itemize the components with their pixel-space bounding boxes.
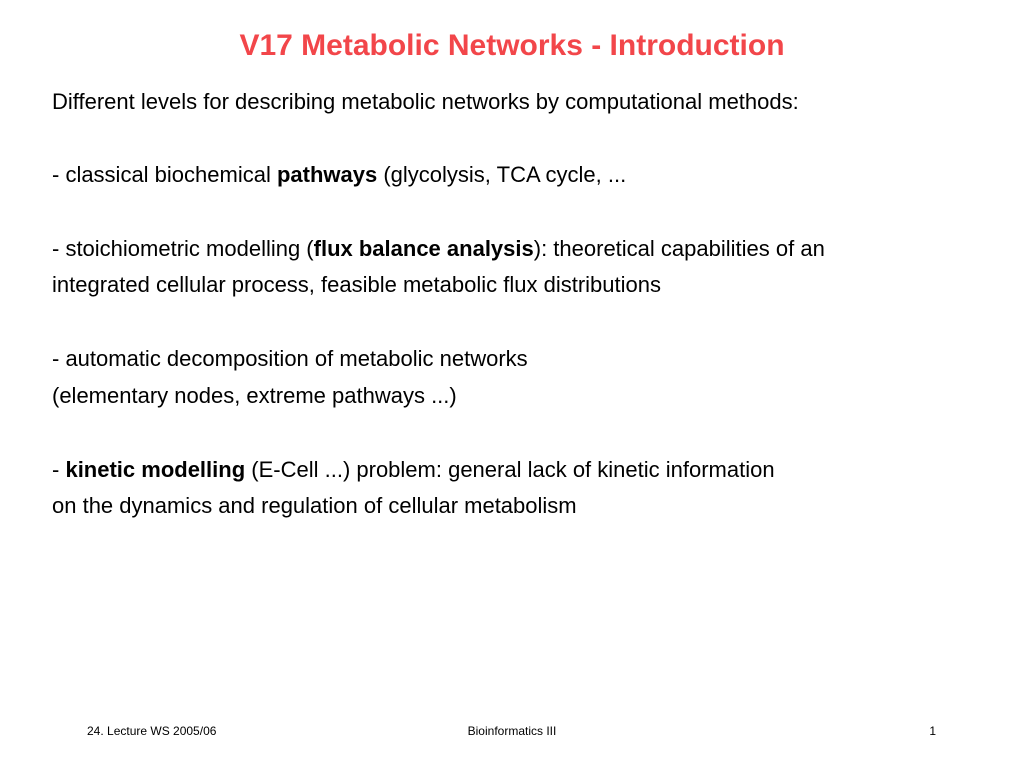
item-pathways-bold: pathways — [276, 162, 378, 187]
item-kinetic-bold: kinetic modelling — [65, 457, 246, 482]
item-kinetic-suffix: (E-Cell ...) problem: general lack of kinetic information — [245, 457, 775, 482]
slide-title: V17 Metabolic Networks - Introduction — [239, 29, 785, 62]
item-pathways — [52, 162, 626, 188]
item-flux-bold: flux balance analysis — [313, 236, 534, 261]
item-kinetic — [52, 457, 775, 483]
intro-text: Different levels for describing metabolic networks by computational methods: — [52, 89, 799, 114]
footer-course: Bioinformatics III — [467, 724, 557, 738]
item-pathways-suffix: (glycolysis, TCA cycle, ... — [377, 162, 627, 187]
item-kinetic-prefix: - — [52, 457, 66, 482]
item-decomposition-line2: (elementary nodes, extreme pathways ...) — [52, 383, 457, 408]
item-kinetic-line2: on the dynamics and regulation of cellular metabolism — [52, 493, 577, 518]
footer-lecture: 24. Lecture WS 2005/06 — [87, 724, 217, 738]
item-flux-prefix: - stoichiometric modelling ( — [52, 236, 314, 261]
item-pathways-prefix: - classical biochemical — [52, 162, 277, 187]
item-flux-line2: integrated cellular process, feasible metabolic flux distributions — [52, 272, 661, 297]
item-decomposition: - automatic decomposition of metabolic networks — [52, 346, 528, 371]
item-flux-balance — [52, 236, 825, 262]
item-flux-suffix: ): theoretical capabilities of an — [533, 236, 825, 261]
footer-page-number: 1 — [929, 724, 936, 738]
